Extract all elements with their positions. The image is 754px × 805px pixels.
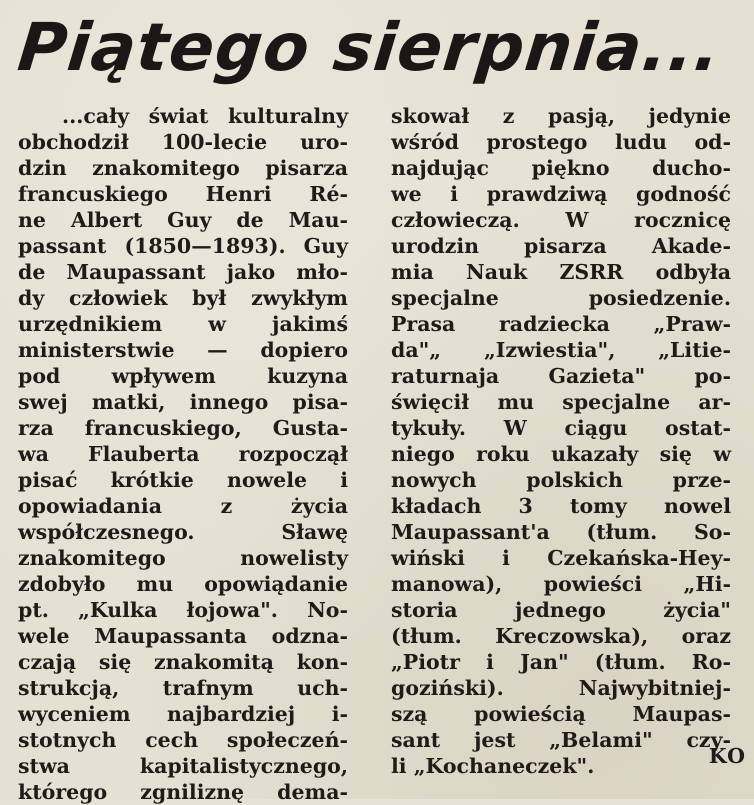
text-line: Maupassant'a (tłum. So- — [391, 520, 731, 544]
text-line: najdując piękno ducho- — [391, 156, 731, 180]
text-line: wele Maupassanta odzna- — [18, 624, 348, 648]
text-line: ministerstwie — dopiero — [18, 338, 348, 362]
text-line: da"„ „Izwiestia", „Litie- — [391, 338, 731, 362]
text-line: pod wpływem kuzyna — [18, 364, 348, 388]
text-line: manowa), powieści „Hi- — [391, 572, 731, 596]
text-line: goziński). Najwybitniej- — [391, 676, 731, 700]
text-line: pisać krótkie nowele i — [18, 468, 348, 492]
text-line: passant (1850—1893). Guy — [18, 234, 348, 258]
text-line: (tłum. Kreczowska), oraz — [391, 624, 731, 648]
text-line: „Piotr i Jan" (tłum. Ro- — [391, 650, 731, 674]
text-line: kładach 3 tomy nowel — [391, 494, 731, 518]
text-line: wa Flauberta rozpoczął — [18, 442, 348, 466]
text-line: wśród prostego ludu od- — [391, 130, 731, 154]
text-line: rza francuskiego, Gusta- — [18, 416, 348, 440]
text-line: opowiadania z życia — [18, 494, 348, 518]
text-line: którego zgniliznę dema- — [18, 780, 348, 804]
text-line: ...cały świat kulturalny — [62, 104, 348, 128]
text-line: wyceniem najbardziej i- — [18, 702, 348, 726]
text-line: specjalne posiedzenie. — [391, 286, 731, 310]
text-line: strukcją, trafnym uch- — [18, 676, 348, 700]
text-line: współczesnego. Sławę — [18, 520, 348, 544]
text-line: szą powieścią Maupas- — [391, 702, 731, 726]
text-line: zdobyło mu opowiądanie — [18, 572, 348, 596]
text-line: obchodził 100-lecie uro- — [18, 130, 348, 154]
text-line: stotnych cech społeczeń- — [18, 728, 348, 752]
text-line: niego roku ukazały się w — [391, 442, 731, 466]
text-line: pt. „Kulka łojowa". No- — [18, 598, 348, 622]
text-line: li „Kochaneczek". — [391, 754, 595, 778]
text-line: urodzin pisarza Akade- — [391, 234, 731, 258]
text-line: dzin znakomitego pisarza — [18, 156, 348, 180]
text-line: skował z pasją, jedynie — [391, 104, 731, 128]
text-line: dy człowiek był zwykłym — [18, 286, 348, 310]
text-line: ne Albert Guy de Mau- — [18, 208, 348, 232]
text-line: mia Nauk ZSRR odbyła — [391, 260, 731, 284]
headline: Piątego sierpnia... — [14, 9, 725, 86]
text-line: tykuły. W ciągu ostat- — [391, 416, 731, 440]
text-line: urzędnikiem w jakimś — [18, 312, 348, 336]
text-line: de Maupassant jako mło- — [18, 260, 348, 284]
author-signature: KO — [708, 744, 746, 768]
text-line: czają się znakomitą kon- — [18, 650, 348, 674]
text-line: sant jest „Belami" czy- — [391, 728, 731, 752]
text-line: francuskiego Henri Ré- — [18, 182, 348, 206]
text-line: raturnaja Gazieta" po- — [391, 364, 731, 388]
text-line: stwa kapitalistycznego, — [18, 754, 348, 778]
text-line: storia jednego życia" — [391, 598, 731, 622]
text-line: Prasa radziecka „Praw- — [391, 312, 731, 336]
text-line: we i prawdziwą godność — [391, 182, 731, 206]
text-line: swej matki, innego pisa- — [18, 390, 348, 414]
text-line: człowieczą. W rocznicę — [391, 208, 731, 232]
text-line: nowych polskich prze- — [391, 468, 731, 492]
text-line: święcił mu specjalne ar- — [391, 390, 731, 414]
text-line: znakomitego nowelisty — [18, 546, 348, 570]
text-line: wiński i Czekańska-Hey- — [391, 546, 731, 570]
